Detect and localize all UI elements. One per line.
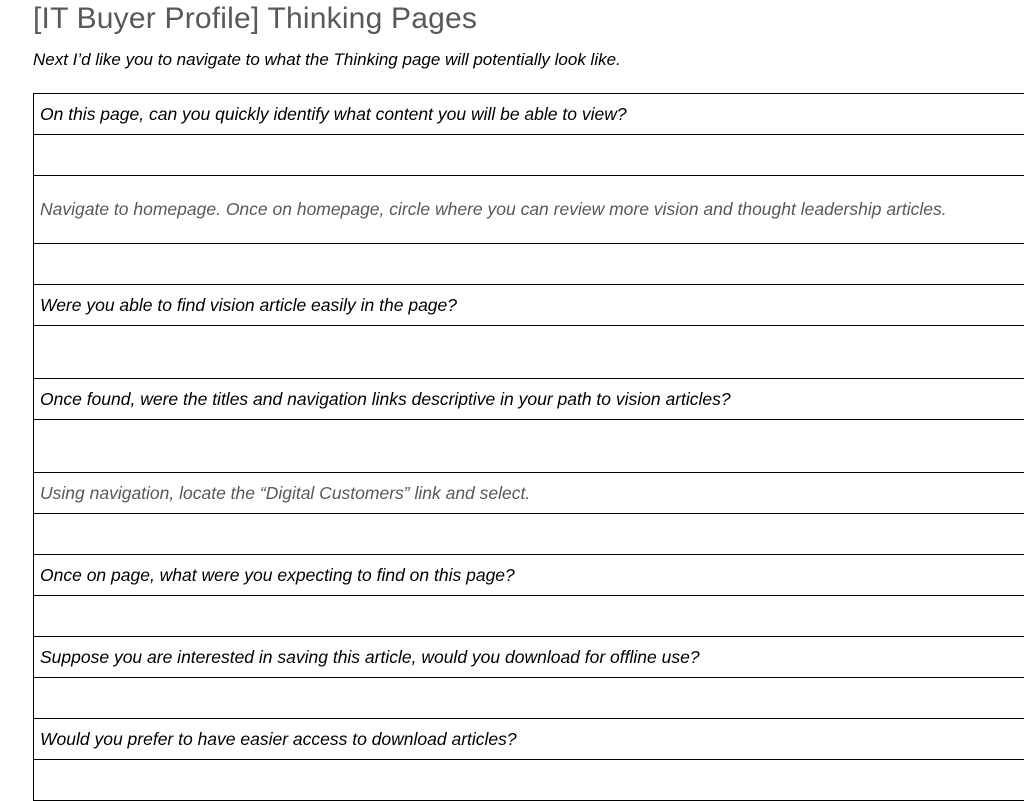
- question-cell: On this page, can you quickly identify what content you will be able to view?: [34, 94, 1024, 135]
- answer-cell[interactable]: [34, 326, 1024, 379]
- answer-cell[interactable]: [34, 514, 1024, 555]
- answer-cell[interactable]: [34, 135, 1024, 176]
- page-subtitle: Next I’d like you to navigate to what the Thinking page will potentially look like.: [33, 50, 621, 70]
- instruction-row: [34, 473, 1024, 514]
- page-title: [IT Buyer Profile] Thinking Pages: [33, 2, 477, 36]
- instruction-row: [34, 176, 1024, 244]
- instruction-cell: Navigate to homepage. Once on homepage, circle where you can review more vision and thought leadership articles.: [34, 176, 1024, 244]
- question-row: [34, 285, 1024, 326]
- answer-row[interactable]: [34, 135, 1024, 176]
- question-row: [34, 719, 1024, 760]
- question-row: [34, 94, 1024, 135]
- question-cell: Would you prefer to have easier access to download articles?: [34, 719, 1024, 760]
- question-cell: Once found, were the titles and navigation links descriptive in your path to vision articles?: [34, 379, 1024, 420]
- answer-row[interactable]: [34, 596, 1024, 637]
- question-cell: Once on page, what were you expecting to find on this page?: [34, 555, 1024, 596]
- answer-row[interactable]: [34, 760, 1024, 801]
- question-row: [34, 637, 1024, 678]
- answer-row[interactable]: [34, 420, 1024, 473]
- answer-cell[interactable]: [34, 244, 1024, 285]
- answer-row[interactable]: [34, 514, 1024, 555]
- answer-row[interactable]: [34, 326, 1024, 379]
- survey-table: [33, 93, 1024, 801]
- instruction-cell: Using navigation, locate the “Digital Customers” link and select.: [34, 473, 1024, 514]
- answer-row[interactable]: [34, 678, 1024, 719]
- answer-cell[interactable]: [34, 678, 1024, 719]
- answer-cell[interactable]: [34, 420, 1024, 473]
- question-cell: Were you able to find vision article easily in the page?: [34, 285, 1024, 326]
- answer-cell[interactable]: [34, 596, 1024, 637]
- answer-row[interactable]: [34, 244, 1024, 285]
- question-row: [34, 555, 1024, 596]
- question-cell: Suppose you are interested in saving this article, would you download for offline use?: [34, 637, 1024, 678]
- question-row: [34, 379, 1024, 420]
- answer-cell[interactable]: [34, 760, 1024, 801]
